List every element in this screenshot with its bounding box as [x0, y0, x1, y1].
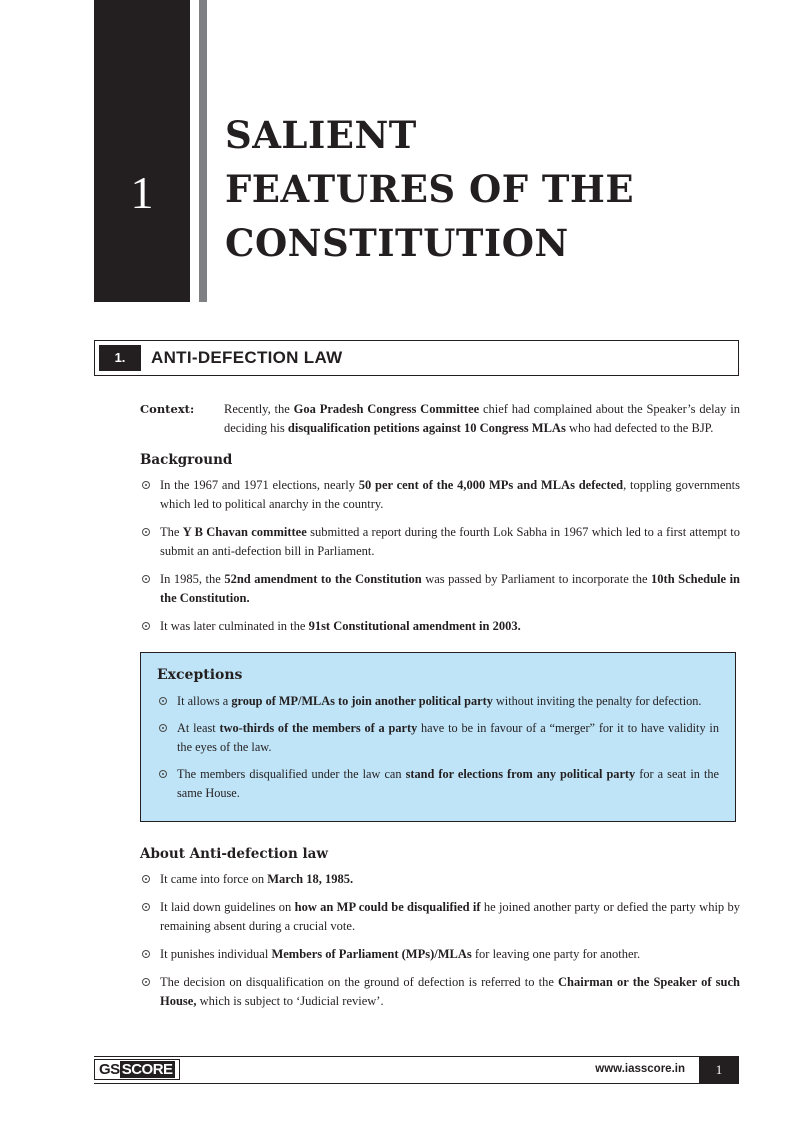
list-item-text: In 1985, the 52nd amendment to the Constitution was passed by Parliament to incorporate the 10th Schedule in the Constitution.: [160, 572, 740, 605]
list-item: [140, 523, 740, 561]
page-number: 1: [699, 1057, 739, 1083]
list-item: [155, 765, 719, 803]
list-item: [140, 476, 740, 514]
bullet-icon: [142, 528, 150, 536]
bullet-icon: [159, 724, 167, 732]
section-title: ANTI-DEFECTION LAW: [151, 348, 343, 367]
background-list: [140, 476, 740, 636]
bullet-icon: [142, 575, 150, 583]
context-block: [140, 400, 740, 438]
list-item-text: At least two-thirds of the members of a party have to be in favour of a “merger” for it to have validity in the eyes of the law.: [177, 721, 719, 754]
chapter-number: 1: [130, 167, 154, 218]
list-item: [140, 898, 740, 936]
exceptions-list: [155, 692, 719, 803]
bullet-icon: [142, 903, 150, 911]
list-item-text: It allows a group of MP/MLAs to join another political party without inviting the penalty for defection.: [177, 694, 702, 708]
context-label: Context:: [140, 402, 195, 416]
list-item-text: The members disqualified under the law can stand for elections from any political party for a seat in the same House.: [177, 767, 720, 800]
chapter-header: [0, 0, 794, 302]
chapter-header-rule: [199, 0, 207, 302]
exceptions-heading: Exceptions: [157, 667, 243, 683]
list-item: [155, 692, 719, 711]
chapter-title: [225, 108, 745, 270]
list-item-text: It was later culminated in the 91st Constitutional amendment in 2003.: [160, 619, 521, 633]
logo-text-gs: GS: [99, 1061, 120, 1078]
bullet-icon: [159, 697, 167, 705]
chapter-number-block: [94, 0, 190, 302]
background-heading: Background: [140, 452, 233, 468]
section-number: 1.: [99, 345, 141, 371]
list-item: [140, 570, 740, 608]
chapter-title-line-2: FEATURES OF THE: [225, 167, 635, 211]
bullet-icon: [142, 622, 150, 630]
list-item: [140, 617, 740, 636]
context-text: Recently, the Goa Pradesh Congress Committee chief had complained about the Speaker’s delay in deciding his disqualification petitions against 10 Congress MLAs who had defected to the BJP.: [224, 402, 740, 435]
gsscore-logo: [94, 1059, 180, 1080]
page-footer: [94, 1056, 739, 1084]
list-item-text: It came into force on March 18, 1985.: [160, 872, 354, 886]
about-heading: About Anti-defection law: [140, 846, 328, 862]
bullet-icon: [142, 481, 150, 489]
footer-url[interactable]: www.iasscore.in: [595, 1063, 685, 1075]
chapter-title-line-3: CONSTITUTION: [225, 221, 569, 265]
page-content: [140, 400, 740, 1020]
section-bar: [94, 340, 739, 376]
list-item-text: In the 1967 and 1971 elections, nearly 50 per cent of the 4,000 MPs and MLAs defected, toppling governments which led to political anarchy in the country.: [160, 478, 740, 511]
exceptions-box: [140, 652, 736, 822]
list-item-text: It punishes individual Members of Parliament (MPs)/MLAs for leaving one party for another.: [160, 947, 641, 961]
logo-text-score: SCORE: [121, 1061, 173, 1078]
list-item: [140, 945, 740, 964]
list-item-text: It laid down guidelines on how an MP could be disqualified if he joined another party or defied the party whip by remaining absent during a crucial vote.: [160, 900, 740, 933]
list-item-text: The Y B Chavan committee submitted a report during the fourth Lok Sabha in 1967 which led to a first attempt to submit an anti-defection bill in Parliament.: [160, 525, 741, 558]
list-item: [140, 870, 740, 889]
chapter-title-line-1: SALIENT: [225, 113, 417, 157]
list-item-text: The decision on disqualification on the ground of defection is referred to the Chairman or the Speaker of such House, which is subject to ‘Judicial review’.: [160, 975, 740, 1008]
bullet-icon: [142, 875, 150, 883]
about-list: [140, 870, 740, 1011]
bullet-icon: [159, 770, 167, 778]
bullet-icon: [142, 950, 150, 958]
bullet-icon: [142, 978, 150, 986]
list-item: [140, 973, 740, 1011]
list-item: [155, 719, 719, 757]
